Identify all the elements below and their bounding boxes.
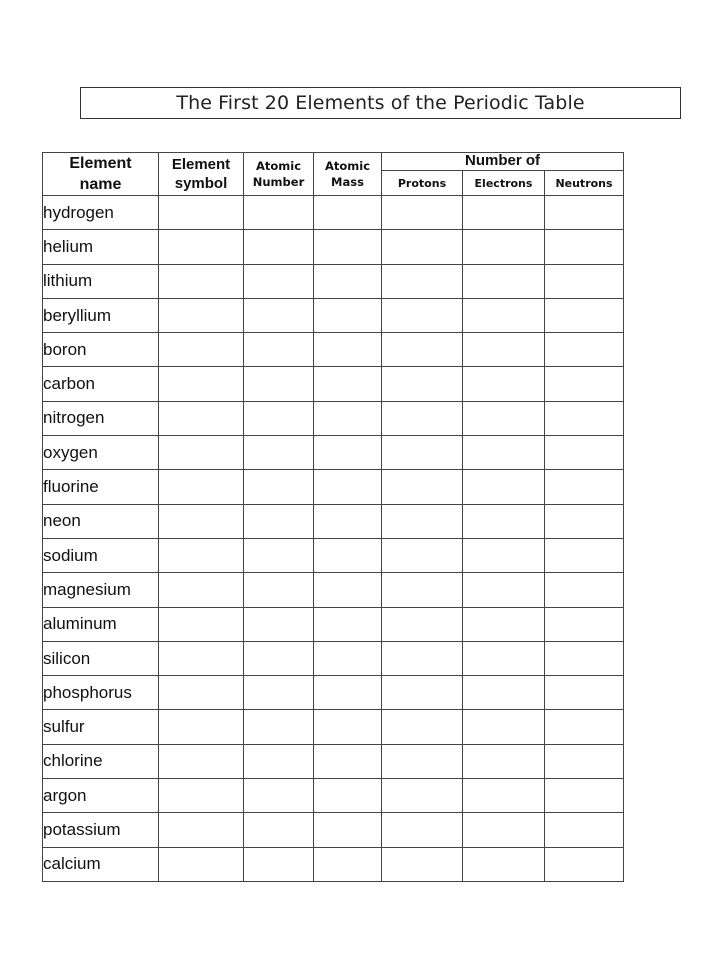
element-name-cell: fluorine [43,470,159,504]
table-row [43,436,624,470]
element-name-cell: nitrogen [43,401,159,435]
atomic-number-cell [244,401,314,435]
atomic-number-cell [244,607,314,641]
atomic-number-cell [244,196,314,230]
electrons-cell [463,504,545,538]
table-row [43,813,624,847]
table-row [43,333,624,367]
electrons-cell [463,230,545,264]
symbol-cell [159,298,244,332]
header-atomic-mass [314,153,382,196]
atomic-mass-cell [314,779,382,813]
symbol-cell [159,230,244,264]
header-neutrons: Neutrons [545,171,624,196]
atomic-mass-cell [314,710,382,744]
atomic-mass-cell [314,641,382,675]
protons-cell [382,676,463,710]
table-row [43,676,624,710]
header-number-of: Number of [382,153,624,171]
electrons-cell [463,367,545,401]
symbol-cell [159,641,244,675]
electrons-cell [463,847,545,881]
table-row [43,573,624,607]
protons-cell [382,470,463,504]
element-name-cell: silicon [43,641,159,675]
atomic-number-cell [244,470,314,504]
protons-cell [382,710,463,744]
electrons-cell [463,710,545,744]
electrons-cell [463,744,545,778]
protons-cell [382,813,463,847]
protons-cell [382,436,463,470]
protons-cell [382,230,463,264]
protons-cell [382,367,463,401]
element-name-cell: boron [43,333,159,367]
element-name-cell: neon [43,504,159,538]
atomic-mass-cell [314,470,382,504]
symbol-cell [159,196,244,230]
neutrons-cell [545,607,624,641]
protons-cell [382,641,463,675]
atomic-mass-cell [314,676,382,710]
atomic-mass-cell [314,264,382,298]
neutrons-cell [545,641,624,675]
neutrons-cell [545,367,624,401]
atomic-number-cell [244,504,314,538]
symbol-cell [159,813,244,847]
header-element-name [43,153,159,196]
atomic-number-cell [244,367,314,401]
header-atomic-mass-line1: Atomic [324,159,371,173]
header-protons: Protons [382,171,463,196]
symbol-cell [159,504,244,538]
atomic-number-cell [244,538,314,572]
element-name-cell: argon [43,779,159,813]
table-row [43,470,624,504]
elements-table [42,152,624,882]
atomic-number-cell [244,847,314,881]
atomic-mass-cell [314,367,382,401]
protons-cell [382,744,463,778]
atomic-number-cell [244,298,314,332]
element-name-cell: potassium [43,813,159,847]
neutrons-cell [545,744,624,778]
element-name-cell: magnesium [43,573,159,607]
element-name-cell: sulfur [43,710,159,744]
element-name-cell: sodium [43,538,159,572]
element-name-cell: aluminum [43,607,159,641]
protons-cell [382,401,463,435]
element-name-cell: calcium [43,847,159,881]
atomic-mass-cell [314,298,382,332]
atomic-mass-cell [314,401,382,435]
symbol-cell [159,607,244,641]
table-row [43,847,624,881]
symbol-cell [159,847,244,881]
symbol-cell [159,744,244,778]
table-row [43,298,624,332]
protons-cell [382,504,463,538]
symbol-cell [159,264,244,298]
atomic-number-cell [244,573,314,607]
symbol-cell [159,573,244,607]
protons-cell [382,847,463,881]
neutrons-cell [545,504,624,538]
header-element-symbol [159,153,244,196]
protons-cell [382,298,463,332]
atomic-number-cell [244,436,314,470]
electrons-cell [463,676,545,710]
symbol-cell [159,436,244,470]
electrons-cell [463,264,545,298]
symbol-cell [159,710,244,744]
electrons-cell [463,538,545,572]
neutrons-cell [545,470,624,504]
neutrons-cell [545,230,624,264]
electrons-cell [463,333,545,367]
atomic-number-cell [244,676,314,710]
protons-cell [382,779,463,813]
atomic-number-cell [244,813,314,847]
electrons-cell [463,196,545,230]
atomic-number-cell [244,641,314,675]
electrons-cell [463,641,545,675]
header-atomic-number [244,153,314,196]
neutrons-cell [545,401,624,435]
header-atomic-number-line2: Number [252,175,305,189]
element-rows [43,196,624,882]
atomic-number-cell [244,230,314,264]
element-name-cell: hydrogen [43,196,159,230]
table-row [43,710,624,744]
atomic-mass-cell [314,607,382,641]
element-name-cell: lithium [43,264,159,298]
electrons-cell [463,401,545,435]
worksheet-title: The First 20 Elements of the Periodic Table [80,87,681,119]
element-name-cell: carbon [43,367,159,401]
neutrons-cell [545,847,624,881]
element-name-cell: chlorine [43,744,159,778]
table-row [43,538,624,572]
electrons-cell [463,779,545,813]
element-name-cell: beryllium [43,298,159,332]
atomic-mass-cell [314,538,382,572]
table-row [43,367,624,401]
electrons-cell [463,573,545,607]
neutrons-cell [545,813,624,847]
atomic-mass-cell [314,196,382,230]
protons-cell [382,538,463,572]
neutrons-cell [545,538,624,572]
atomic-mass-cell [314,230,382,264]
header-atomic-mass-line2: Mass [331,175,364,189]
electrons-cell [463,298,545,332]
atomic-number-cell [244,333,314,367]
neutrons-cell [545,196,624,230]
electrons-cell [463,813,545,847]
symbol-cell [159,367,244,401]
header-atomic-number-line1: Atomic [255,159,302,173]
atomic-number-cell [244,710,314,744]
atomic-number-cell [244,779,314,813]
table-row [43,401,624,435]
atomic-mass-cell [314,504,382,538]
symbol-cell [159,779,244,813]
table-row [43,744,624,778]
atomic-mass-cell [314,573,382,607]
neutrons-cell [545,779,624,813]
protons-cell [382,333,463,367]
atomic-mass-cell [314,813,382,847]
neutrons-cell [545,676,624,710]
protons-cell [382,264,463,298]
table-row [43,504,624,538]
atomic-mass-cell [314,333,382,367]
table-row [43,264,624,298]
symbol-cell [159,538,244,572]
electrons-cell [463,470,545,504]
table-row [43,607,624,641]
symbol-cell [159,333,244,367]
header-row [43,153,624,171]
symbol-cell [159,470,244,504]
table-row [43,230,624,264]
electrons-cell [463,436,545,470]
neutrons-cell [545,573,624,607]
header-element-symbol-line2: symbol [174,175,228,192]
neutrons-cell [545,436,624,470]
neutrons-cell [545,333,624,367]
header-element-name-line1: Element [69,155,132,172]
symbol-cell [159,676,244,710]
symbol-cell [159,401,244,435]
protons-cell [382,607,463,641]
table-row [43,641,624,675]
atomic-mass-cell [314,847,382,881]
protons-cell [382,573,463,607]
electrons-cell [463,607,545,641]
element-name-cell: helium [43,230,159,264]
header-element-name-line2: name [79,176,122,193]
atomic-mass-cell [314,744,382,778]
neutrons-cell [545,298,624,332]
neutrons-cell [545,264,624,298]
header-electrons: Electrons [463,171,545,196]
atomic-number-cell [244,264,314,298]
atomic-mass-cell [314,436,382,470]
element-name-cell: phosphorus [43,676,159,710]
neutrons-cell [545,710,624,744]
atomic-number-cell [244,744,314,778]
header-element-symbol-line1: Element [171,156,231,173]
table-row [43,196,624,230]
table-row [43,779,624,813]
protons-cell [382,196,463,230]
element-name-cell: oxygen [43,436,159,470]
